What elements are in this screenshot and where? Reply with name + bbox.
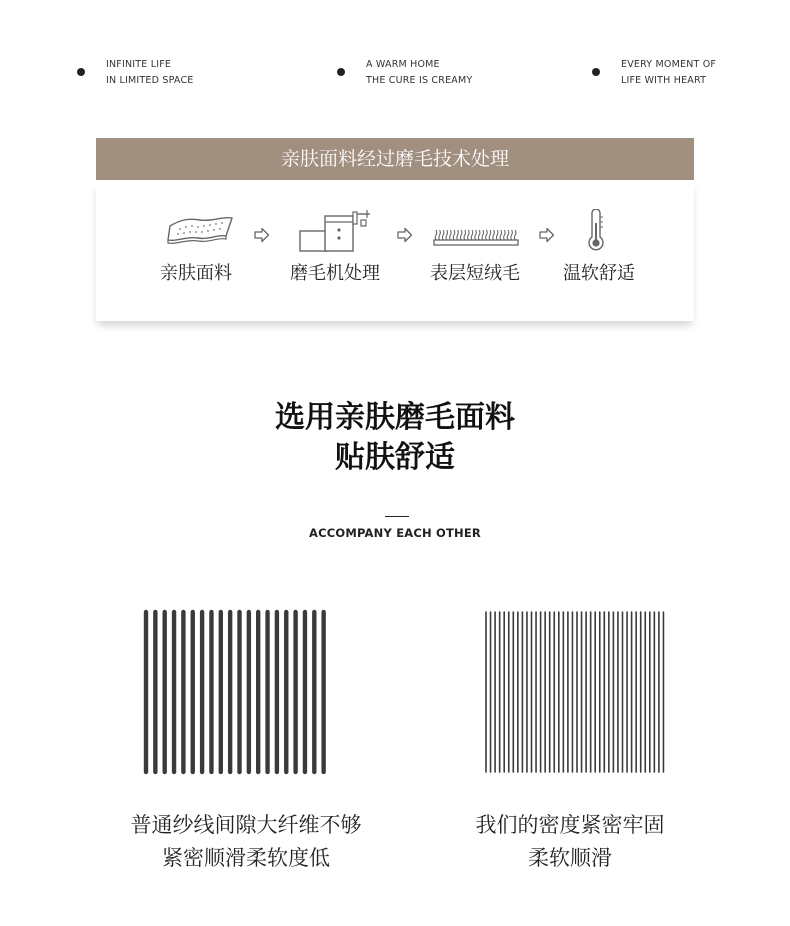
bullet-dot bbox=[337, 68, 345, 76]
tagline-3-line1: EVERY MOMENT OF bbox=[621, 59, 717, 70]
step-label-4: 温软舒适 bbox=[563, 263, 635, 284]
tagline-3-line2: LIFE WITH HEART bbox=[621, 75, 707, 86]
heading-line-1: 选用亲肤磨毛面料 bbox=[275, 400, 515, 435]
comparison-caption-ordinary bbox=[106, 809, 386, 875]
tagline-1-line2: IN LIMITED SPACE bbox=[106, 75, 194, 86]
brushing-machine-icon bbox=[297, 208, 373, 254]
sparse-yarn-lines bbox=[140, 606, 330, 778]
step-label-3: 表层短绒毛 bbox=[430, 263, 520, 284]
dense-yarn-lines bbox=[480, 606, 668, 778]
arrow-right-icon bbox=[254, 227, 270, 243]
short-fleece-icon bbox=[432, 228, 520, 248]
divider bbox=[385, 516, 409, 517]
heading-subtitle: ACCOMPANY EACH OTHER bbox=[308, 526, 481, 540]
caption-line-2: 柔软顺滑 bbox=[528, 846, 612, 870]
caption-line-1: 普通纱线间隙大纤维不够 bbox=[130, 813, 362, 837]
bullet-dot bbox=[592, 68, 600, 76]
process-banner: 亲肤面料经过磨毛技术处理 bbox=[96, 138, 694, 180]
tagline-1-line1: INFINITE LIFE bbox=[106, 59, 172, 70]
caption-line-1: 我们的密度紧密牢固 bbox=[475, 813, 665, 837]
tagline-2 bbox=[366, 57, 472, 89]
step-label-2: 磨毛机处理 bbox=[290, 263, 380, 284]
arrow-right-icon bbox=[539, 227, 555, 243]
thermometer-icon bbox=[586, 209, 606, 253]
caption-line-2: 紧密顺滑柔软度低 bbox=[162, 846, 330, 870]
comparison-caption-ours bbox=[440, 809, 700, 875]
tagline-3 bbox=[621, 57, 716, 89]
tagline-1 bbox=[106, 57, 193, 89]
arrow-right-icon bbox=[397, 227, 413, 243]
tagline-2-line2: THE CURE IS CREAMY bbox=[366, 75, 473, 86]
tagline-2-line1: A WARM HOME bbox=[366, 59, 440, 70]
fabric-icon bbox=[166, 214, 236, 246]
step-label-1: 亲肤面料 bbox=[160, 263, 232, 284]
heading-line-2: 贴肤舒适 bbox=[335, 440, 455, 475]
bullet-dot bbox=[77, 68, 85, 76]
main-heading bbox=[0, 398, 790, 478]
